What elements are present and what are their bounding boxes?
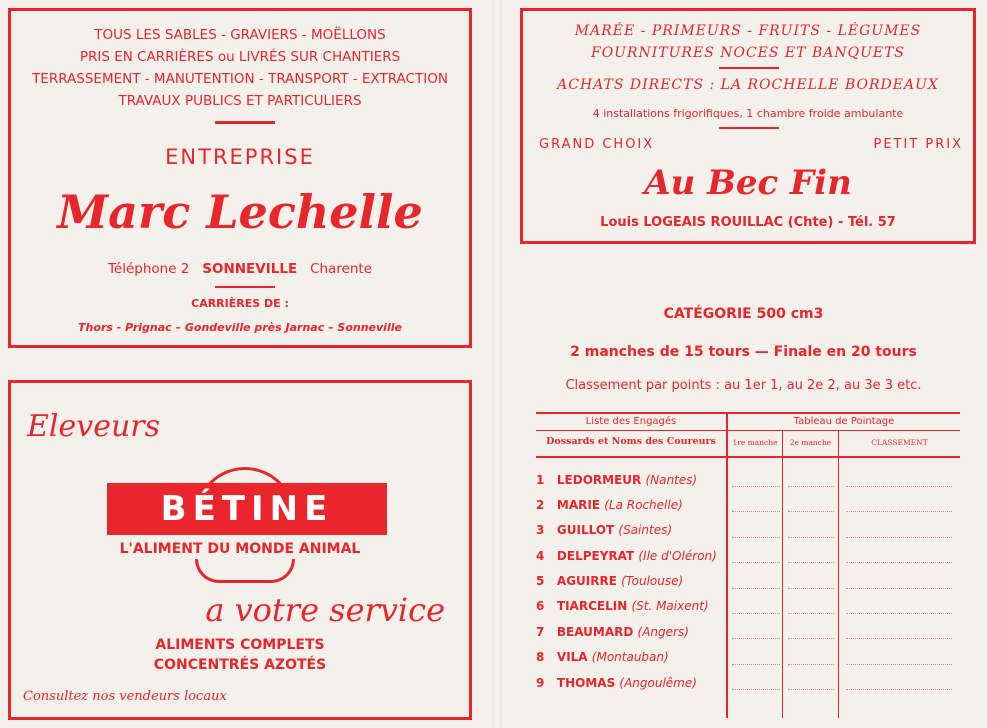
col-class: CLASSEMENT	[871, 438, 928, 447]
table-col-rule	[726, 412, 728, 718]
score-blank	[788, 537, 834, 538]
score-blank	[732, 537, 780, 538]
eleveurs-title: Eleveurs	[27, 409, 161, 444]
table-row	[536, 625, 689, 639]
ad-line: TERRASSEMENT - MANUTENTION - TRANSPORT - EXTRACTION	[32, 71, 448, 87]
entreprise-label: ENTREPRISE	[165, 145, 315, 169]
divider	[215, 286, 275, 288]
col-head-left: Liste des Engagés	[585, 416, 677, 427]
score-blank	[732, 613, 780, 614]
shop-name: Au Bec Fin	[644, 163, 852, 203]
score-blank	[846, 638, 952, 639]
rider-num: 3	[536, 523, 545, 537]
company-name: Marc Lechelle	[57, 185, 423, 239]
score-blank	[846, 511, 952, 512]
carrieres-label: CARRIÈRES DE :	[191, 297, 289, 310]
divider	[719, 127, 779, 129]
rider-city: (Toulouse)	[621, 574, 684, 588]
rider-name: DELPEYRAT	[556, 549, 635, 563]
rider-num: 4	[536, 549, 545, 563]
town: SONNEVILLE	[202, 261, 298, 277]
score-blank	[732, 588, 780, 589]
score-blank	[788, 511, 834, 512]
rider-city: (Angoulême)	[619, 676, 697, 690]
rider-name: THOMAS	[556, 676, 616, 690]
score-blank	[788, 562, 834, 563]
ad-line: FOURNITURES NOCES ET BANQUETS	[590, 45, 906, 61]
dept: Charente	[310, 261, 373, 277]
rider-num: 6	[536, 599, 545, 613]
rider-name: BEAUMARD	[556, 625, 634, 639]
rider-city: (Ile d'Oléron)	[638, 549, 717, 563]
table-row	[536, 498, 683, 512]
sites: Thors - Prignac – Gondeville près Jarnac – Sonneville	[78, 321, 402, 334]
race-format: 2 manches de 15 tours — Finale en 20 tours	[570, 344, 917, 360]
col-riders: Dossards et Noms des Coureurs	[546, 436, 716, 447]
contact-line	[11, 261, 469, 277]
col-m2: 2e manche	[789, 438, 832, 447]
score-blank	[732, 562, 780, 563]
table-row	[536, 473, 697, 487]
score-blank	[788, 588, 834, 589]
rider-num: 1	[536, 473, 545, 487]
score-blank	[788, 486, 834, 487]
rider-city: (Nantes)	[645, 473, 698, 487]
ad-line: TOUS LES SABLES - GRAVIERS - MOËLLONS	[94, 27, 386, 43]
ad-sonneville	[8, 8, 472, 348]
score-blank	[846, 537, 952, 538]
phone-label: Téléphone 2	[107, 261, 190, 277]
rider-name: LEDORMEUR	[556, 473, 642, 487]
score-blank	[846, 689, 952, 690]
table-row	[536, 676, 697, 690]
table-col-rule	[782, 430, 783, 718]
rider-num: 7	[536, 625, 545, 639]
brand-name: BÉTINE	[160, 489, 334, 529]
ad-betine	[8, 380, 472, 720]
category-title: CATÉGORIE 500 cm3	[663, 306, 824, 322]
betine-logo	[107, 483, 387, 535]
rider-city: (Angers)	[637, 625, 689, 639]
score-blank	[846, 613, 952, 614]
score-blank	[788, 689, 834, 690]
betine-arc-bottom	[195, 559, 295, 583]
rider-num: 2	[536, 498, 545, 512]
tagline: L'ALIMENT DU MONDE ANIMAL	[119, 541, 361, 557]
divider	[215, 121, 275, 124]
rider-city: (La Rochelle)	[604, 498, 683, 512]
rider-name: GUILLOT	[556, 523, 615, 537]
scoring-rule: Classement par points : au 1er 1, au 2e 2, au 3e 3 etc.	[565, 378, 922, 393]
table-row	[536, 574, 683, 588]
col-head-right: Tableau de Pointage	[793, 416, 895, 427]
score-blank	[732, 486, 780, 487]
col-m1: 1re manche	[732, 438, 778, 447]
rider-city: (St. Maixent)	[631, 599, 709, 613]
product-line: ALIMENTS COMPLETS	[155, 637, 325, 653]
table-row	[536, 523, 672, 537]
score-blank	[846, 562, 952, 563]
table-top-rule	[536, 412, 960, 414]
table-rule	[536, 430, 960, 431]
table-rule	[536, 456, 960, 458]
ad-becfin	[520, 8, 976, 244]
score-blank	[846, 588, 952, 589]
grand-choix: GRAND CHOIX	[539, 137, 655, 152]
rider-city: (Montauban)	[591, 650, 669, 664]
score-blank	[788, 638, 834, 639]
rider-num: 9	[536, 676, 545, 690]
ad-line: ACHATS DIRECTS : LA ROCHELLE BORDEAUX	[557, 77, 939, 93]
rider-num: 8	[536, 650, 545, 664]
service-slogan: a votre service	[205, 591, 445, 629]
ad-line: 4 installations frigorifiques, 1 chambre froide ambulante	[592, 107, 904, 120]
page-fold	[492, 0, 502, 728]
divider	[719, 67, 779, 69]
table-row	[536, 549, 717, 563]
score-blank	[846, 664, 952, 665]
ad-line: MARÉE - PRIMEURS - FRUITS - LÉGUMES	[574, 23, 922, 39]
ad-line: TRAVAUX PUBLICS ET PARTICULIERS	[118, 93, 362, 109]
contact-line: Louis LOGEAIS ROUILLAC (Chte) - Tél. 57	[600, 215, 896, 230]
petit-prix: PETIT PRIX	[873, 137, 963, 152]
score-blank	[732, 511, 780, 512]
score-blank	[732, 638, 780, 639]
rider-name: TIARCELIN	[556, 599, 628, 613]
product-line: CONCENTRÉS AZOTÉS	[153, 657, 327, 673]
table-col-rule	[838, 430, 839, 718]
score-blank	[732, 664, 780, 665]
rider-city: (Saintes)	[618, 523, 673, 537]
rider-num: 5	[536, 574, 545, 588]
score-blank	[732, 689, 780, 690]
score-blank	[846, 486, 952, 487]
footer-note: Consultez nos vendeurs locaux	[23, 689, 227, 704]
rider-name: AGUIRRE	[556, 574, 617, 588]
score-blank	[788, 664, 834, 665]
score-blank	[788, 613, 834, 614]
ad-line: PRIS EN CARRIÈRES ou LIVRÉS SUR CHANTIERS	[79, 49, 401, 65]
rider-name: VILA	[556, 650, 588, 664]
table-row	[536, 599, 709, 613]
table-row	[536, 650, 669, 664]
rider-name: MARIE	[556, 498, 601, 512]
